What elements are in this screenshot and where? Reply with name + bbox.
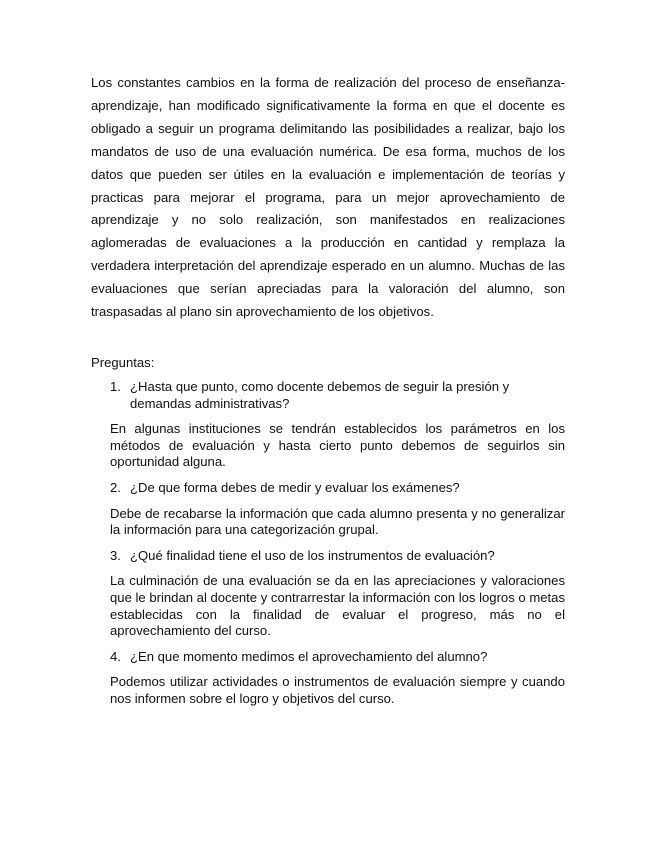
question-item-1 xyxy=(110,379,565,412)
answer-text-3: La culminación de una evaluación se da en las apreciaciones y valoraciones que le brindan al docente y contrarrestar la información con los logros o metas establecidas con la finalidad de evaluar el progreso, más no el aprovechamiento del curso. xyxy=(110,573,565,639)
question-item-4 xyxy=(110,649,565,666)
answer-text-1: En algunas instituciones se tendrán establecidos los parámetros en los métodos de evaluación y hasta cierto punto debemos de seguirlos sin oportunidad alguna. xyxy=(110,421,565,470)
questions-title: Preguntas: xyxy=(91,355,155,370)
answer-text-4: Podemos utilizar actividades o instrumentos de evaluación siempre y cuando nos informen sobre el logro y objetivos del curso. xyxy=(110,674,565,706)
question-number: 4. xyxy=(110,648,121,664)
question-text: ¿En que momento medimos el aprovechamiento del alumno? xyxy=(130,648,488,664)
answer-text-2: Debe de recabarse la información que cada alumno presenta y no generalizar la información para una categorización grupal. xyxy=(110,505,565,538)
intro-paragraph: Los constantes cambios en la forma de realización del proceso de enseñanza-aprendizaje, han modificado significativamente la forma en que el docente es obligado a seguir un programa delimitando las posibilidades a realizar, bajo los mandatos de uso de una evaluación numérica. De esa forma, muchos de los datos que pueden ser útiles en la evaluación e implementación de teorías y practicas para mejorar el programa, para un mejor aprovechamiento de aprendizaje y no solo realización, son manifestados en realizaciones aglomeradas de evaluaciones a la producción en cantidad y remplaza la verdadera interpretación del aprendizaje esperado en un alumno. Muchas de las evaluaciones que serían apreciadas para la valoración del alumno, son traspasadas al plano sin aprovechamiento de los objetivos. xyxy=(91,75,565,320)
question-text: ¿Hasta que punto, como docente debemos de seguir la presión y demandas administrativas? xyxy=(130,379,510,411)
question-number: 3. xyxy=(110,547,121,563)
question-item-2 xyxy=(110,480,565,497)
question-text: ¿De que forma debes de medir y evaluar los exámenes? xyxy=(130,479,460,495)
question-text: ¿Qué finalidad tiene el uso de los instrumentos de evaluación? xyxy=(130,547,495,563)
question-number: 2. xyxy=(110,479,121,495)
question-number: 1. xyxy=(110,379,121,394)
question-item-3 xyxy=(110,548,565,565)
questions-list xyxy=(110,379,565,717)
